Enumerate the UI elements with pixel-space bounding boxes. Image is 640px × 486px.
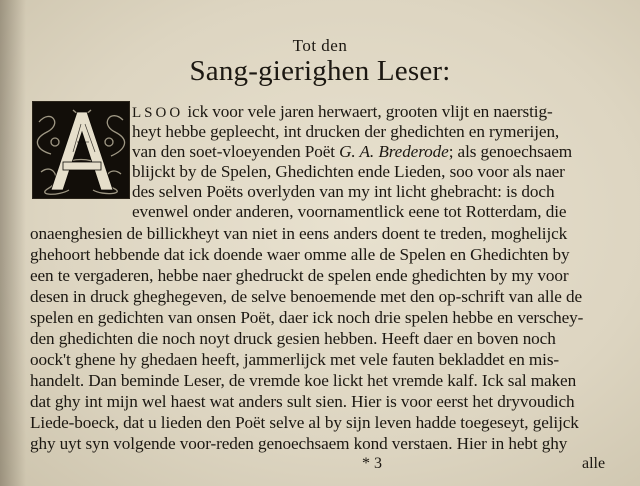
text-line-15: dat ghy int mijn wel haest wat anders sult sien. Hier is voor eerst het dryvoudich [30,392,575,411]
text-line-11: spelen en gedichten van onsen Poët, daer ick noch drie spelen hebbe en verschey- [30,308,584,327]
text-line-17: ghy uyt syn volgende voor-reden genoechsaem kond verstaen. Hier in hebt ghy [30,434,568,453]
heading-small: Tot den [292,36,348,55]
text-line-9: een te vergaderen, hebbe naer ghedruckt de spelen ende ghedichten by my voor [30,266,569,285]
text-line-1-caps: LSOO [132,105,184,121]
text-line-10: desen in druck gheghegeven, de selve benoemende met den op-schrift van alle de [30,287,583,306]
text-line-14: handelt. Dan beminde Leser, de vremde koe lickt het vremde kalf. Ick sal maken [30,371,577,390]
text-line-1 [132,102,553,123]
text-line-2: heyt hebbe gepleecht, int drucken der ghedichten en rymerijen, [132,122,560,141]
text-line-1-rest: ick voor vele jaren herwaert, grooten vlijt en naerstig- [187,102,553,121]
text-line-5: des selven Poëts overlyden van my int licht ghebracht: is doch [132,182,555,201]
author-name: G. A. Brederode [339,142,449,161]
text-line-13: oock't ghene hy ghedaen heeft, jammerlijck met vele fauten bekladdet en mis- [30,350,560,369]
text-line-6: evenwel onder anderen, voornamentlick eene tot Rotterdam, die [132,202,567,221]
text-line-3: van den soet-vloeyenden Poët G. A. Brederode; als genoechsaem [132,142,573,161]
text-line-7: onaenghesien de billickheyt van niet in eens anders doent te treden, moghelijck [30,224,568,243]
text-line-16: Liede-boeck, dat u lieden den Poët selve al by sijn leven hadde toegeseyt, gelijck [30,413,579,432]
signature-mark: * 3 [362,455,382,472]
decorated-initial-art [33,102,129,198]
text-line-8: ghehoort hebbende dat ick doende waer omme alle de Spelen en Ghedichten by [30,245,570,264]
catchword: alle [582,455,606,472]
text-line-12: den ghedichten die noch noyt druck gesien hebben. Heeft daer en boven noch [30,329,556,348]
heading-large: Sang-gierighen Leser: [189,55,451,87]
decorated-initial [32,101,130,199]
text-line-4: blijckt by de Spelen, Ghedichten ende Lieden, soo voor als naer [132,162,565,181]
